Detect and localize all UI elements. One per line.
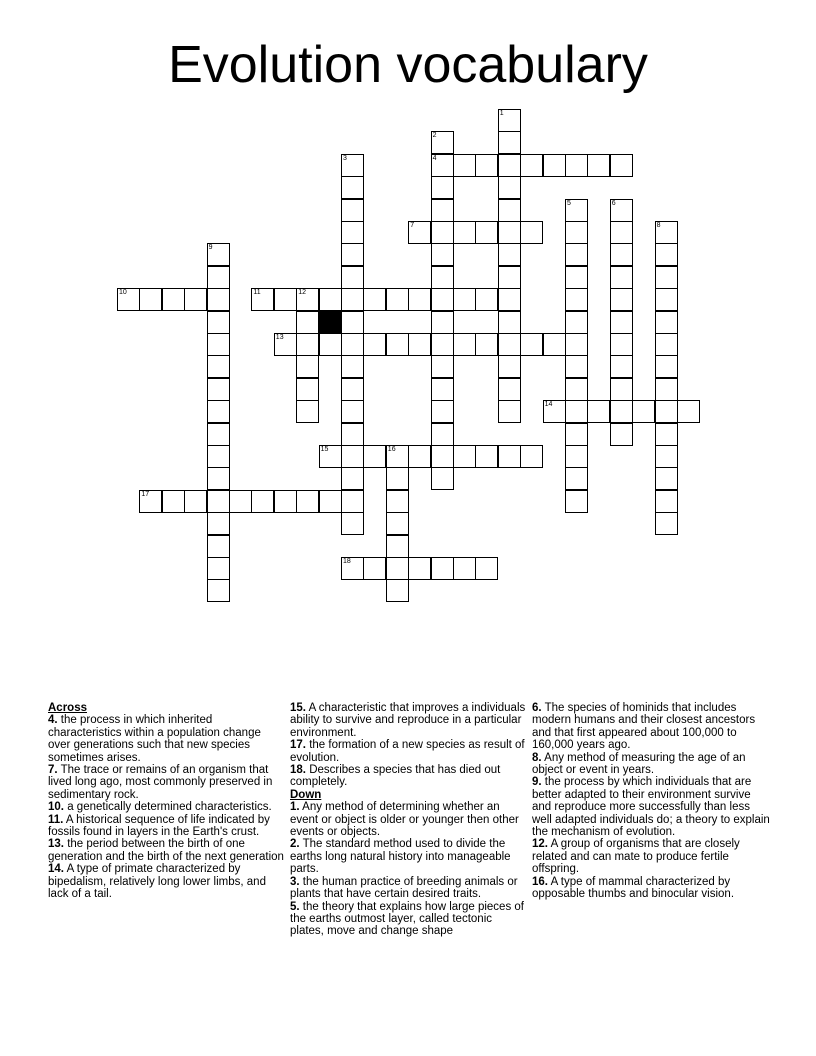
grid-cell[interactable] [408,557,431,580]
grid-cell[interactable] [655,512,678,535]
clue-down: 16. A type of mammal characterized by opposable thumbs and binocular vision. [532,875,735,901]
grid-cell[interactable] [184,490,207,513]
clue-down: 6. The species of hominids that includes modern humans and their closest ancestors and that first appeared about 100,000 to 160,000 years ago. [532,702,756,752]
grid-cell[interactable] [655,333,678,356]
grid-cell[interactable] [655,445,678,468]
grid-cell[interactable] [498,243,521,266]
grid-cell[interactable] [341,445,364,468]
clue-across: 15. A characteristic that improves a individuals ability to survive and reproduce in a particular environment. [290,702,526,739]
grid-cell[interactable] [610,243,633,266]
grid-cell[interactable] [498,288,521,311]
grid-cell[interactable] [296,378,319,401]
grid-cell[interactable] [453,333,476,356]
grid-cell[interactable] [207,400,230,423]
grid-cell[interactable] [565,445,588,468]
grid-cell[interactable] [341,221,364,244]
grid-cell[interactable] [610,400,633,423]
grid-cell[interactable] [251,490,274,513]
grid-cell[interactable] [498,109,521,132]
grid-cell[interactable] [363,288,386,311]
clue-number: 14 [544,401,553,409]
grid-cell[interactable] [565,154,588,177]
grid-cell[interactable] [341,333,364,356]
grid-cell[interactable] [431,333,454,356]
grid-cell[interactable] [431,423,454,446]
grid-cell[interactable] [565,490,588,513]
grid-cell[interactable] [341,311,364,334]
grid-cell[interactable] [565,378,588,401]
grid-cell[interactable] [610,199,633,222]
grid-cell[interactable] [565,423,588,446]
grid-cell[interactable] [341,199,364,222]
grid-cell[interactable] [565,221,588,244]
grid-cell[interactable] [520,154,543,177]
grid-cell[interactable] [520,445,543,468]
grid-cell[interactable] [655,378,678,401]
clue-number: 11 [253,289,261,297]
grid-cell[interactable] [475,221,498,244]
grid-cell[interactable] [207,311,230,334]
clue-down: 5. the theory that explains how large pieces of the earths outmost layer, called tectonic plates, move and change shape [290,900,524,938]
clue-number: 8 [656,222,661,229]
grid-cell[interactable] [431,355,454,378]
grid-cell[interactable] [431,221,454,244]
grid-cell[interactable] [610,266,633,289]
grid-cell[interactable] [341,266,364,289]
grid-cell[interactable] [162,288,185,311]
grid-cell[interactable] [274,288,297,311]
grid-cell[interactable] [610,378,633,401]
grid-cell[interactable] [565,355,588,378]
grid-cell[interactable] [207,579,230,602]
grid-cell[interactable] [453,557,476,580]
grid-cell[interactable] [498,176,521,199]
clue-across: 7. The trace or remains of an organism that lived long ago, most commonly preserved in sedimentary rock. [48,764,273,801]
clue-column-3 [532,702,770,956]
grid-cell[interactable] [207,535,230,558]
clue-down: 3. the human practice of breeding animals or plants that have certain desired traits. [290,875,518,901]
clue-number: 7 [410,222,415,229]
clue-across: 14. A type of primate characterized by bipedalism, relatively long lower limbs, and lack of a tail. [48,863,266,901]
clue-number: 15 [320,446,329,453]
grid-cell[interactable] [431,557,454,580]
grid-cell[interactable] [386,445,409,468]
grid-cell[interactable] [341,176,364,199]
page-title: Evolution vocabulary [168,36,648,94]
clue-down: 2. The standard method used to divide the earths long natural history into manageable parts. [290,838,511,876]
clue-number: 16 [387,446,396,453]
grid-cell[interactable] [632,400,655,423]
clue-down: 1. Any method of determining whether an event or object is older or younger then other events or objects. [290,801,519,839]
grid-cell[interactable] [207,333,230,356]
grid-cell[interactable] [319,490,342,513]
grid-cell[interactable] [543,154,566,177]
grid-cell[interactable] [386,490,409,513]
grid-cell[interactable] [207,243,230,266]
grid-cell[interactable] [655,221,678,244]
clue-column-1 [48,702,286,901]
grid-cell[interactable] [587,400,610,423]
grid-cell[interactable] [498,266,521,289]
grid-cell[interactable] [207,490,230,513]
grid-cell[interactable] [386,467,409,490]
grid-cell[interactable] [655,400,678,423]
clue-number: 2 [432,132,437,140]
clue-across: 13. the period between the birth of one generation and the birth of the next generation [48,838,284,863]
grid-cell[interactable] [498,199,521,222]
grid-cell[interactable] [341,154,364,177]
grid-cell[interactable] [408,333,431,356]
grid-cell[interactable] [655,423,678,446]
clue-down: 8. Any method of measuring the age of an object or event in years. [532,751,746,777]
grid-cell[interactable] [341,512,364,535]
grid-cell[interactable] [296,355,319,378]
clue-across: 10. a genetically determined characteristics. [48,801,272,814]
grid-cell[interactable] [431,266,454,289]
grid-cell[interactable] [207,355,230,378]
grid-cell[interactable] [431,243,454,266]
grid-cell[interactable] [431,378,454,401]
grid-cell[interactable] [610,423,633,446]
clue-across: 18. Describes a species that has died out completely. [290,764,501,789]
grid-cell[interactable] [453,288,476,311]
grid-cell[interactable] [431,154,454,177]
clue-number: 1 [499,110,504,117]
clue-number: 4 [432,154,437,162]
clue-down: 9. the process by which individuals that are better adapted to their environment survive and reproduce more successfully than less well adapted individuals do; a theory to explain the mechanism of evolution. [532,776,770,839]
grid-cell[interactable] [655,243,678,266]
grid-cell[interactable] [587,154,610,177]
grid-cell[interactable] [498,311,521,334]
grid-cell[interactable] [386,557,409,580]
grid-cell[interactable] [498,333,521,356]
clue-number: 18 [343,558,351,565]
clue-number: 3 [343,154,347,162]
grid-cell[interactable] [296,333,319,356]
grid-cell[interactable] [655,490,678,513]
clue-number: 10 [119,289,127,297]
grid-cell[interactable] [610,221,633,244]
grid-cell[interactable] [498,355,521,378]
grid-cell[interactable] [341,557,364,580]
grid-cell[interactable] [655,355,678,378]
grid-cell[interactable] [475,288,498,311]
grid-cell[interactable] [498,378,521,401]
grid-cell[interactable] [475,445,498,468]
grid-cell[interactable] [319,445,342,468]
grid-cell[interactable] [207,288,230,311]
grid-cell[interactable] [543,333,566,356]
grid-cell[interactable] [655,467,678,490]
grid-cell[interactable] [453,154,476,177]
clue-number: 5 [567,199,571,207]
black-cell [319,311,342,334]
grid-cell[interactable] [139,490,162,513]
clue-down: 12. A group of organisms that are closely related and can mate to produce fertile offspring. [532,838,740,876]
clue-across: 17. the formation of a new species as result of evolution. [290,739,525,764]
grid-cell[interactable] [565,311,588,334]
grid-cell[interactable] [274,333,297,356]
grid-cell[interactable] [274,490,297,513]
clue-number: 9 [208,244,213,252]
grid-cell[interactable] [386,333,409,356]
grid-cell[interactable] [453,221,476,244]
grid-cell[interactable] [386,535,409,558]
grid-cell[interactable] [543,400,566,423]
grid-cell[interactable] [431,311,454,334]
grid-cell[interactable] [431,288,454,311]
grid-cell[interactable] [363,557,386,580]
grid-cell[interactable] [498,131,521,154]
across-header: Across [48,702,87,714]
grid-cell[interactable] [431,176,454,199]
grid-cell[interactable] [498,154,521,177]
grid-cell[interactable] [207,378,230,401]
clue-number: 17 [141,490,150,498]
grid-cell[interactable] [341,400,364,423]
grid-cell[interactable] [341,378,364,401]
clue-across: 11. A historical sequence of life indicated by fossils found in layers in the Earth's crust. [48,813,270,839]
grid-cell[interactable] [341,490,364,513]
grid-cell[interactable] [207,467,230,490]
grid-cell[interactable] [498,445,521,468]
grid-cell[interactable] [117,288,140,311]
grid-cell[interactable] [565,199,588,222]
grid-cell[interactable] [139,288,162,311]
grid-cell[interactable] [341,423,364,446]
clue-column-2 [290,702,528,938]
grid-cell[interactable] [296,311,319,334]
grid-cell[interactable] [386,512,409,535]
grid-cell[interactable] [207,557,230,580]
grid-cell[interactable] [475,333,498,356]
grid-cell[interactable] [363,333,386,356]
grid-cell[interactable] [498,221,521,244]
grid-cell[interactable] [296,490,319,513]
clue-number: 6 [611,199,616,207]
grid-cell[interactable] [207,423,230,446]
grid-cell[interactable] [363,445,386,468]
grid-cell[interactable] [386,288,409,311]
grid-cell[interactable] [498,400,521,423]
grid-cell[interactable] [565,400,588,423]
grid-cell[interactable] [610,311,633,334]
grid-cell[interactable] [655,288,678,311]
grid-cell[interactable] [565,288,588,311]
grid-cell[interactable] [610,355,633,378]
grid-cell[interactable] [296,400,319,423]
grid-cell[interactable] [341,355,364,378]
grid-cell[interactable] [207,266,230,289]
grid-cell[interactable] [520,333,543,356]
grid-cell[interactable] [319,333,342,356]
grid-cell[interactable] [431,131,454,154]
grid-cell[interactable] [207,445,230,468]
grid-cell[interactable] [229,490,252,513]
grid-cell[interactable] [565,333,588,356]
grid-cell[interactable] [655,311,678,334]
down-header: Down [290,788,322,801]
grid-cell[interactable] [565,266,588,289]
grid-cell[interactable] [408,221,431,244]
grid-cell[interactable] [431,199,454,222]
clue-number: 12 [298,289,306,297]
grid-cell[interactable] [341,467,364,490]
grid-cell[interactable] [207,512,230,535]
grid-cell[interactable] [408,445,431,468]
grid-cell[interactable] [251,288,274,311]
grid-cell[interactable] [520,221,543,244]
grid-cell[interactable] [475,154,498,177]
grid-cell[interactable] [431,445,454,468]
grid-cell[interactable] [453,445,476,468]
grid-cell[interactable] [475,557,498,580]
grid-cell[interactable] [408,288,431,311]
grid-cell[interactable] [431,400,454,423]
grid-cell[interactable] [341,243,364,266]
grid-cell[interactable] [319,288,342,311]
grid-cell[interactable] [565,467,588,490]
grid-cell[interactable] [162,490,185,513]
grid-cell[interactable] [565,243,588,266]
grid-cell[interactable] [296,288,319,311]
grid-cell[interactable] [610,333,633,356]
grid-cell[interactable] [677,400,700,423]
grid-cell[interactable] [431,467,454,490]
clue-across: 4. the process in which inherited characteristics within a population change over generations such that new species sometimes arises. [48,714,261,764]
grid-cell[interactable] [341,288,364,311]
grid-cell[interactable] [610,154,633,177]
grid-cell[interactable] [184,288,207,311]
grid-cell[interactable] [655,266,678,289]
grid-cell[interactable] [610,288,633,311]
clue-number: 13 [275,334,284,341]
grid-cell[interactable] [386,579,409,602]
